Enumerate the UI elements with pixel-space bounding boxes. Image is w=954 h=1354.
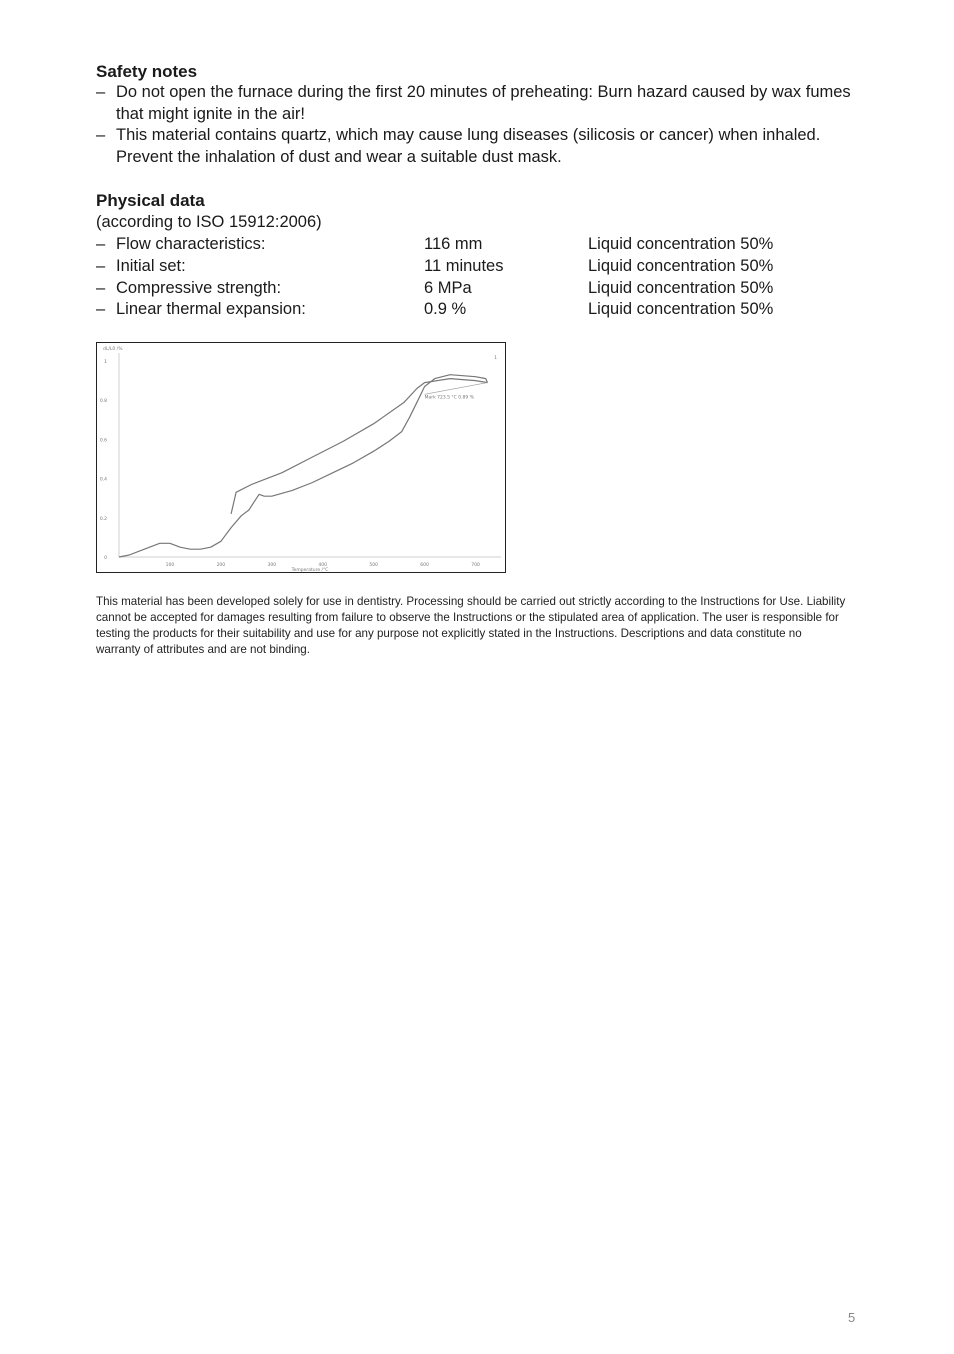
physical-data-row [96, 255, 856, 277]
y-axis-title: dL/L0 /% [103, 347, 123, 352]
bullet-dash: – [96, 300, 106, 318]
y-tick-label: 0.4 [99, 477, 107, 483]
y-tick-label: 0.2 [99, 516, 107, 522]
heating-curve [119, 375, 488, 557]
property-label: Linear thermal expansion: [116, 300, 306, 318]
x-tick-label: 400 [318, 563, 328, 568]
property-label: Flow characteristics: [116, 235, 266, 253]
physical-data-heading: Physical data [96, 191, 205, 210]
safety-note-text: Do not open the furnace during the first 20 minutes of preheating: Burn hazard caused by wax fumes that might ignite in the air! [116, 83, 851, 123]
safety-notes-heading: Safety notes [96, 62, 198, 81]
thermal-expansion-chart [96, 342, 506, 573]
x-tick-label: 100 [165, 563, 175, 568]
property-condition: Liquid concentration 50% [588, 300, 774, 318]
x-tick-label: 200 [216, 563, 226, 568]
y-max-label: 1 [494, 356, 497, 361]
x-axis-title: Temperature /°C [291, 568, 329, 572]
x-tick-label: 600 [420, 563, 429, 568]
property-value: 0.9 % [424, 300, 467, 318]
y-tick-label: 0.8 [99, 399, 107, 405]
x-tick-label: 300 [267, 563, 277, 568]
bullet-dash: – [96, 126, 106, 144]
bullet-dash: – [96, 83, 106, 101]
physical-data-row [96, 298, 856, 320]
page-number: 5 [848, 1310, 856, 1325]
property-condition: Liquid concentration 50% [588, 279, 774, 297]
property-label: Compressive strength: [116, 279, 282, 297]
safety-note-item [96, 82, 866, 126]
property-condition: Liquid concentration 50% [588, 257, 774, 275]
physical-data-row [96, 277, 856, 299]
x-tick-label: 500 [369, 563, 378, 568]
y-tick-label: 0 [104, 556, 107, 561]
x-tick-label: 700 [471, 563, 480, 568]
property-label: Initial set: [116, 257, 186, 275]
annotation-leader [425, 383, 488, 395]
property-value: 11 minutes [424, 257, 504, 275]
bullet-dash: – [96, 235, 106, 253]
bullet-dash: – [96, 279, 106, 297]
thermal-expansion-plot [97, 343, 505, 572]
safety-note-text: This material contains quartz, which may cause lung diseases (silicosis or cancer) when inhaled. Prevent the inhalation of dust and wear a suitable dust mask. [116, 126, 821, 166]
annotation-label: Mark 723.5 °C 0.89 % [424, 395, 474, 401]
property-value: 116 mm [424, 235, 483, 253]
property-condition: Liquid concentration 50% [588, 235, 774, 253]
y-tick-label: 1 [104, 360, 107, 365]
physical-data-row [96, 233, 856, 255]
property-value: 6 MPa [424, 279, 472, 297]
safety-note-item [96, 125, 866, 169]
physical-data-standard: (according to ISO 15912:2006) [96, 213, 322, 231]
disclaimer-text: This material has been developed solely for use in dentistry. Processing should be carried out strictly according to the Instructions for Use. Liability cannot be accepted for damages resulting from failure to observe the Instructions or the stipulated area of application. The user is responsible for testing the products for their suitability and use for any purpose not explicitly stated in the Instructions. Descriptions and data constitute no warranty of attributes and are not binding. [96, 595, 846, 656]
bullet-dash: – [96, 257, 106, 275]
y-tick-label: 0.6 [99, 438, 107, 444]
